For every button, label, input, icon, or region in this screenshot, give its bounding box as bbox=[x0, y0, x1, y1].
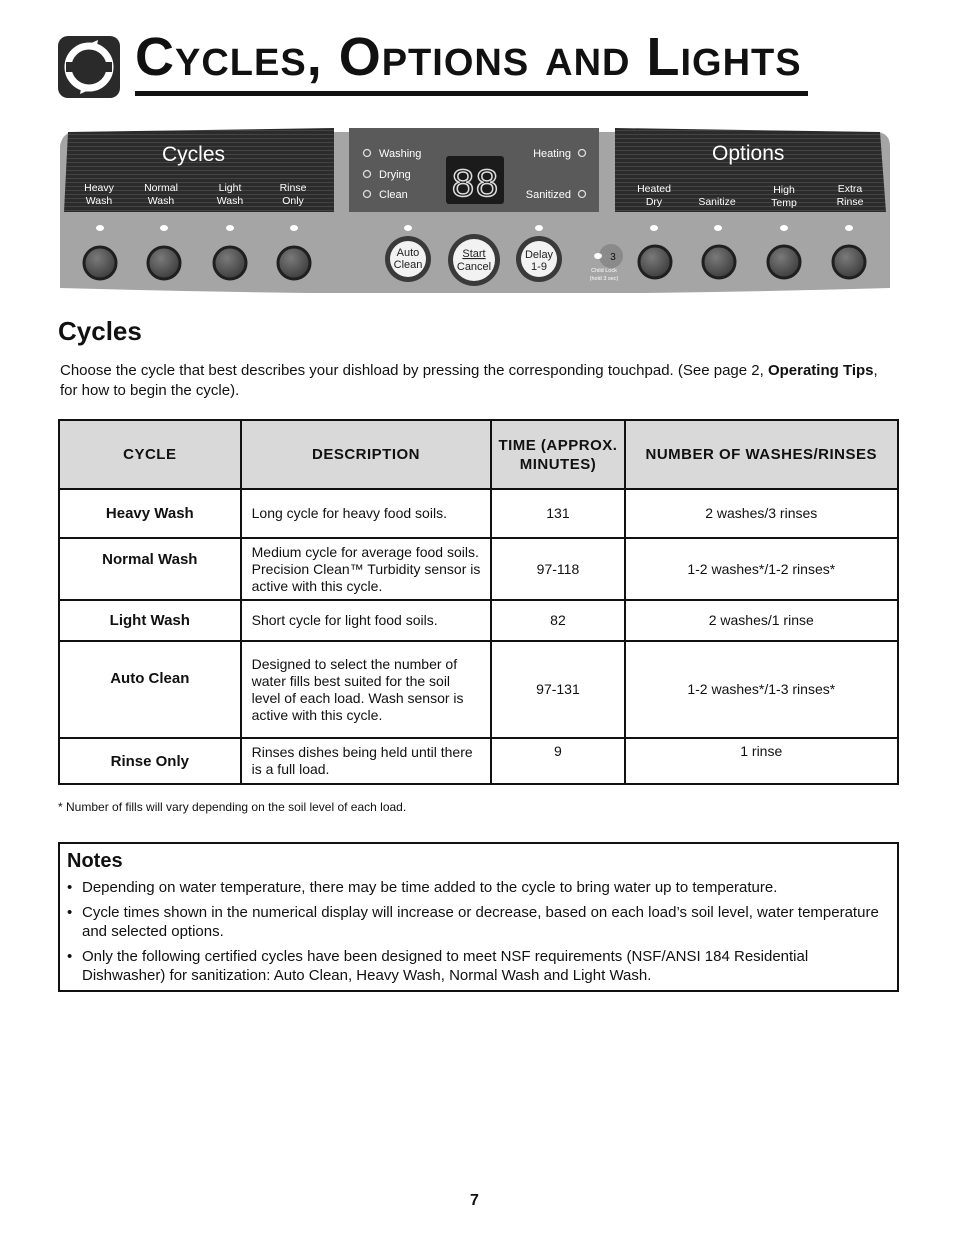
table-row bbox=[59, 489, 898, 538]
indicator-led-icon bbox=[290, 225, 298, 231]
delay-button-label: Delay bbox=[524, 249, 554, 261]
cycle-washes: 1-2 washes*/1-3 rinses* bbox=[625, 641, 898, 738]
sanitize-label: Sanitize bbox=[698, 196, 736, 208]
light-wash-label: Light bbox=[218, 182, 242, 194]
table-row bbox=[59, 600, 898, 641]
cycle-time: 97-118 bbox=[491, 538, 624, 600]
cycle-washes: 2 washes/3 rinses bbox=[625, 489, 898, 538]
rinse-only-label-2: Only bbox=[282, 195, 304, 207]
normal-wash-label: Normal bbox=[144, 182, 178, 194]
indicator-led-icon bbox=[160, 225, 168, 231]
child-lock-number: 3 bbox=[610, 252, 616, 263]
notes-list bbox=[67, 878, 882, 991]
extra-rinse-label-2: Rinse bbox=[836, 196, 864, 208]
light-wash-label-2: Wash bbox=[216, 195, 244, 207]
washes-column-header: NUMBER OF WASHES/RINSES bbox=[625, 420, 898, 489]
notes-box bbox=[58, 842, 899, 992]
table-row bbox=[59, 641, 898, 738]
time-column-header: TIME (APPROX. MINUTES) bbox=[491, 420, 624, 489]
cycle-description: Short cycle for light food soils. bbox=[241, 600, 492, 641]
table-footnote: * Number of fills will vary depending on the soil level of each load. bbox=[58, 800, 407, 814]
child-lock-label: Child Lock bbox=[591, 268, 617, 274]
light-wash-touchpad bbox=[214, 247, 246, 279]
notes-title: Notes bbox=[67, 850, 123, 872]
indicator-led-icon bbox=[650, 225, 658, 231]
normal-wash-touchpad bbox=[148, 247, 180, 279]
title-rule bbox=[135, 91, 808, 96]
auto-clean-button-label: Auto bbox=[396, 247, 420, 259]
heavy-wash-label-2: Wash bbox=[85, 195, 113, 207]
cycle-time: 131 bbox=[491, 489, 624, 538]
cycle-washes: 2 washes/1 rinse bbox=[625, 600, 898, 641]
cycle-name: Rinse Only bbox=[59, 738, 241, 784]
intro-text-end: , for how to begin the cycle). bbox=[60, 362, 878, 399]
sanitize-touchpad bbox=[703, 246, 735, 278]
rinse-only-label: Rinse bbox=[279, 182, 307, 194]
rotating-arrows-icon bbox=[58, 36, 120, 98]
auto-clean-button-label-2: Clean bbox=[393, 259, 423, 271]
cycles-panel-heading: Cycles bbox=[162, 143, 226, 166]
cycles-logo-icon bbox=[58, 36, 120, 98]
cycle-washes: 1-2 washes*/1-2 rinses* bbox=[625, 538, 898, 600]
heated-dry-label-2: Dry bbox=[645, 196, 663, 208]
cycle-name: Heavy Wash bbox=[59, 489, 241, 538]
description-column-header: DESCRIPTION bbox=[241, 420, 492, 489]
indicator-led-icon bbox=[714, 225, 722, 231]
cycle-description: Medium cycle for average food soils. Precision Clean™ Turbidity sensor is active with this cycle. bbox=[241, 538, 492, 600]
extra-rinse-label: Extra bbox=[837, 183, 863, 195]
indicator-led-icon bbox=[404, 225, 412, 231]
cycle-name: Auto Clean bbox=[59, 641, 241, 738]
drying-light-label: Drying bbox=[379, 169, 411, 181]
options-panel-heading: Options bbox=[712, 142, 785, 165]
cycle-name: Light Wash bbox=[59, 600, 241, 641]
high-temp-touchpad bbox=[768, 246, 800, 278]
cycle-time: 82 bbox=[491, 600, 624, 641]
cancel-button-label: Cancel bbox=[456, 261, 492, 273]
intro-text: Choose the cycle that best describes your dishload by pressing the corresponding touchpad. (See page 2, bbox=[60, 362, 768, 379]
cycle-washes: 1 rinse bbox=[625, 738, 898, 784]
cycle-time: 9 bbox=[491, 738, 624, 784]
high-temp-label-2: Temp bbox=[771, 197, 797, 209]
cycle-description: Rinses dishes being held until there is a full load. bbox=[241, 738, 492, 784]
table-header-row bbox=[59, 420, 898, 489]
start-button-label: Start bbox=[462, 248, 486, 260]
clean-light-label: Clean bbox=[379, 189, 408, 201]
cycle-name: Normal Wash bbox=[59, 538, 241, 600]
rinse-only-touchpad bbox=[278, 247, 310, 279]
indicator-led-icon bbox=[535, 225, 543, 231]
extra-rinse-touchpad bbox=[833, 246, 865, 278]
child-lock-led-icon bbox=[594, 253, 602, 259]
cycle-time: 97-131 bbox=[491, 641, 624, 738]
sanitized-light-label: Sanitized bbox=[525, 189, 571, 201]
indicator-led-icon bbox=[226, 225, 234, 231]
heating-light-label: Heating bbox=[533, 148, 571, 160]
control-panel-illustration bbox=[58, 128, 892, 293]
heated-dry-touchpad bbox=[639, 246, 671, 278]
indicator-led-icon bbox=[845, 225, 853, 231]
heavy-wash-label: Heavy bbox=[84, 182, 114, 194]
operating-tips-reference: Operating Tips bbox=[767, 362, 874, 379]
page-number: 7 bbox=[470, 1192, 479, 1209]
delay-button-label-2: 1-9 bbox=[531, 261, 547, 273]
child-lock-hold-label: (hold 3 sec) bbox=[589, 276, 619, 282]
note-item: • Cycle times shown in the numerical display will increase or decrease, based on each load’s soil level, water temperature and selected options. bbox=[67, 903, 882, 941]
heated-dry-label: Heated bbox=[637, 183, 671, 195]
table-row bbox=[59, 738, 898, 784]
cycle-column-header: CYCLE bbox=[59, 420, 241, 489]
intro-paragraph bbox=[60, 361, 880, 401]
cycle-description: Long cycle for heavy food soils. bbox=[241, 489, 492, 538]
numeric-display: 88 bbox=[450, 164, 500, 209]
cycle-table bbox=[58, 419, 899, 785]
washing-light-label: Washing bbox=[379, 148, 422, 160]
page-title: Cycles, Options and Lights bbox=[135, 27, 802, 87]
table-row bbox=[59, 538, 898, 600]
heavy-wash-touchpad bbox=[84, 247, 116, 279]
section-title: Cycles bbox=[58, 316, 142, 346]
indicator-led-icon bbox=[780, 225, 788, 231]
note-item: • Only the following certified cycles have been designed to meet NSF requirements (NSF/ANSI 184 Residential Dishwasher) for sanitization: Auto Clean, Heavy Wash, Normal Wash and Light Wash. bbox=[67, 947, 882, 985]
indicator-led-icon bbox=[96, 225, 104, 231]
cycle-description: Designed to select the number of water fills best suited for the soil level of each load. Wash sensor is active with this cycle. bbox=[241, 641, 492, 738]
high-temp-label: High bbox=[773, 184, 795, 196]
note-item: • Depending on water temperature, there may be time added to the cycle to bring water up to temperature. bbox=[67, 878, 882, 897]
normal-wash-label-2: Wash bbox=[147, 195, 175, 207]
